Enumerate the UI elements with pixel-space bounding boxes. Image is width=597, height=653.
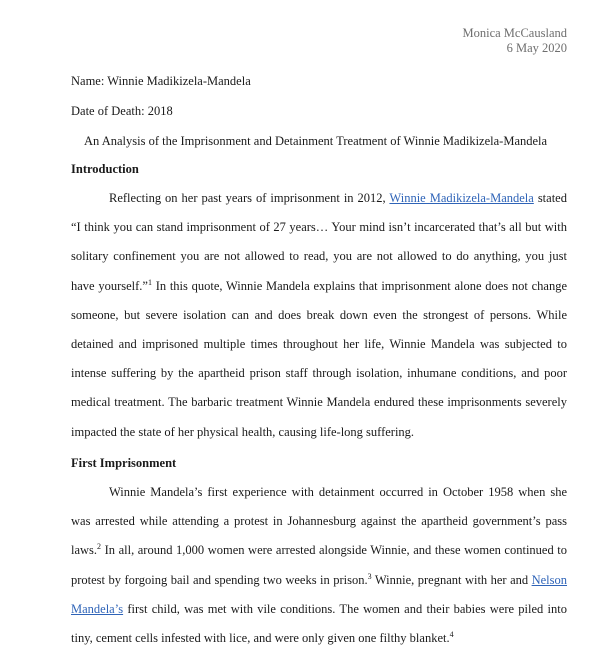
document-date: 6 May 2020: [506, 41, 567, 55]
date-of-death-line: Date of Death: 2018: [71, 104, 173, 118]
intro-text-start: Reflecting on her past years of imprisonment in 2012,: [109, 191, 390, 205]
author-name: Monica McCausland: [462, 26, 567, 40]
first-imprisonment-text-4: first child, was met with vile conditions. The women and their babies were piled into tiny, cement cells infested with lice, and were only given one filthy blanket.: [71, 601, 567, 646]
footnote-ref-2[interactable]: 2: [97, 542, 102, 552]
intro-quote: stated “I think you can stand imprisonment of 27 years… Your mind isn’t incarcerated that’s all but with solitary confinement you are not allowed to read, you are not allowed to do anything, you just have yourself.”: [71, 191, 567, 293]
footnote-ref-1[interactable]: 1: [147, 277, 152, 287]
name-line: Name: Winnie Madikizela-Mandela: [71, 74, 251, 88]
first-imprisonment-text-3: Winnie, pregnant with her and: [371, 572, 532, 587]
section-heading-first-imprisonment: First Imprisonment: [71, 456, 177, 470]
first-imprisonment-paragraph: [71, 478, 567, 653]
footnote-ref-4[interactable]: 4: [449, 629, 454, 639]
introduction-paragraph: [71, 184, 567, 447]
document-title: An Analysis of the Imprisonment and Detainment Treatment of Winnie Madikizela-Mandela: [84, 134, 548, 148]
winnie-mandela-link[interactable]: Winnie Madikizela-Mandela: [389, 191, 534, 205]
nelson-mandela-link[interactable]: Nelson Mandela’s: [71, 572, 568, 616]
footnote-ref-3[interactable]: 3: [367, 571, 372, 581]
intro-text-rest: In this quote, Winnie Mandela explains that imprisonment alone does not change someone, but severe isolation can and does break down even the strongest of persons. While detained and imprisoned multiple times throughout her life, Winnie Mandela was subjected to intense suffering by the apartheid prison staff through isolation, inhumane conditions, and poor medical treatment. The barbaric treatment Winnie Mandela endured these imprisonments severely impacted the state of her physical health, causing life-long suffering.: [71, 278, 568, 439]
section-heading-introduction: Introduction: [71, 162, 139, 176]
first-imprisonment-text-2: In all, around 1,000 women were arrested alongside Winnie, and these women continued to protest by forgoing bail and spending two weeks in prison.: [71, 543, 567, 587]
document-header: [463, 26, 568, 56]
first-imprisonment-text-1: Winnie Mandela’s first experience with detainment occurred in October 1958 when she was arrested while attending a protest in Johannesburg against the apartheid government’s pass laws.: [71, 485, 567, 558]
